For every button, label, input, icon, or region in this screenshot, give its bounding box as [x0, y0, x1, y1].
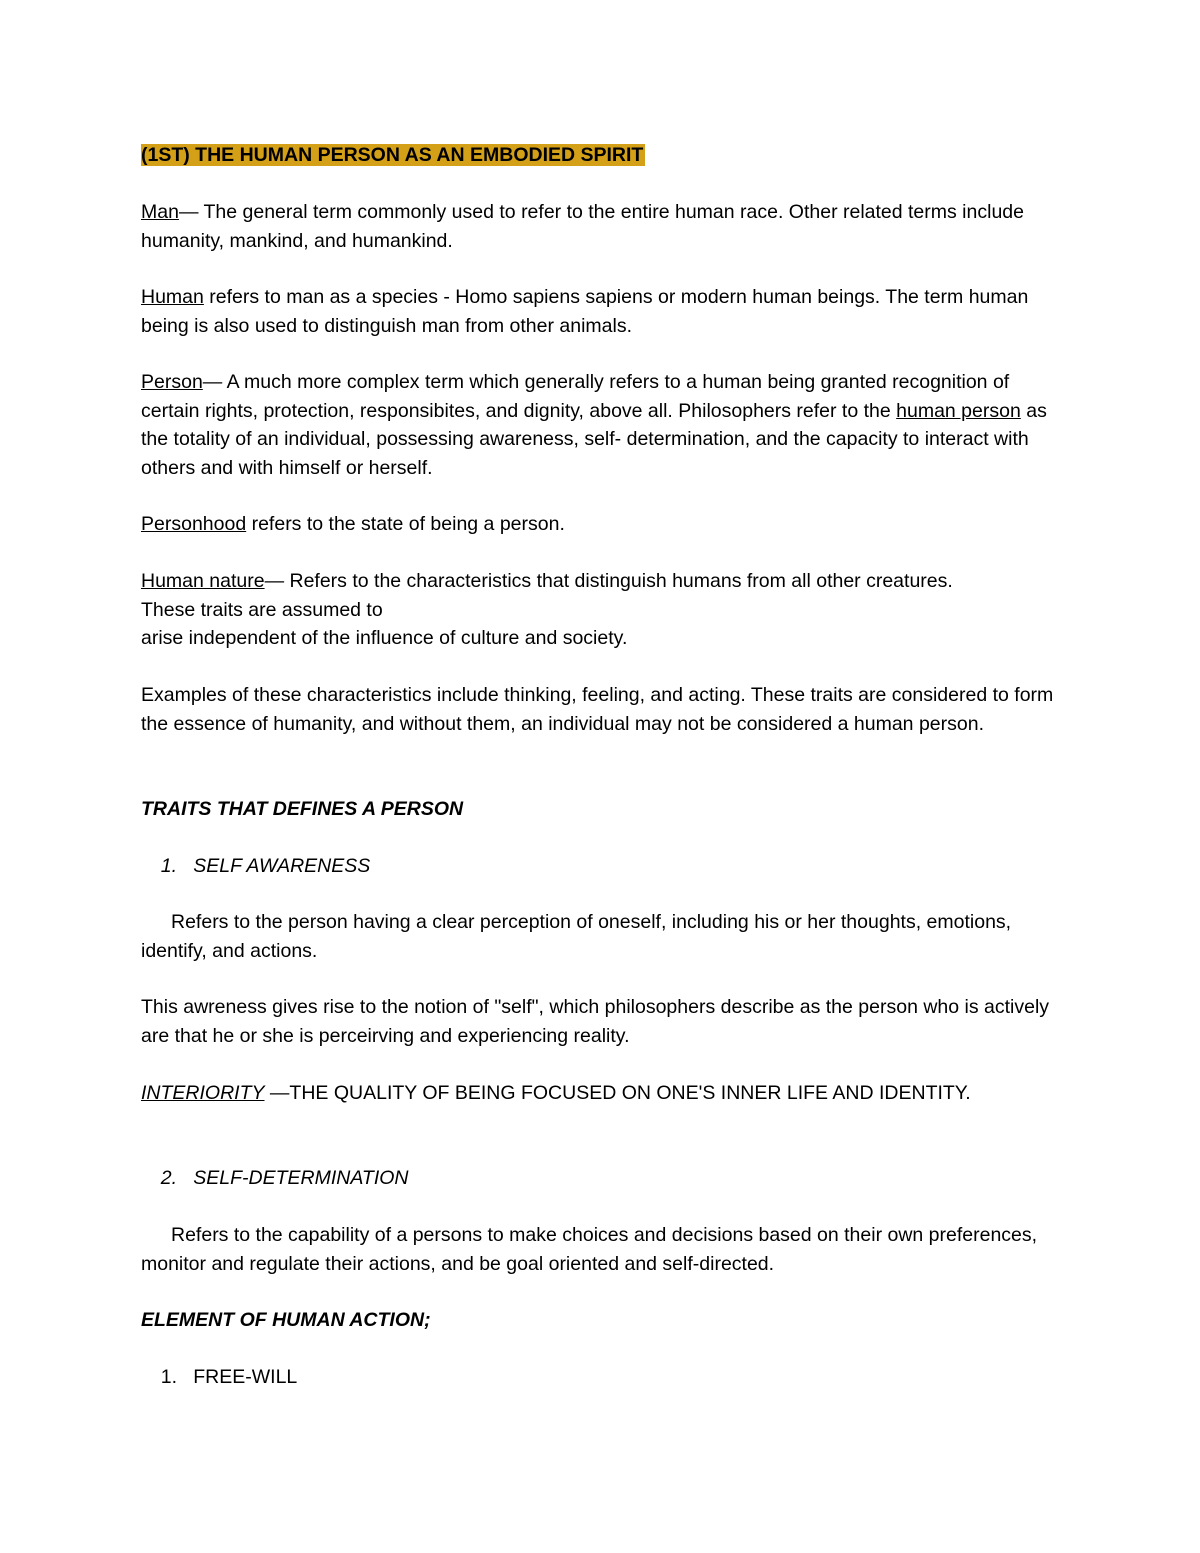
paragraph-examples: Examples of these characteristics include thinking, feeling, and acting. These traits are considered to form the essence of humanity, and without them, an individual may not be considered a human person. — [141, 684, 1054, 735]
paragraph-person — [141, 368, 1071, 482]
paragraph-personhood — [141, 510, 1071, 539]
paragraph-awareness: This awreness gives rise to the notion of "self", which philosophers describe as the person who is actively are that he or she is perceirving and experiencing reality. — [141, 996, 1050, 1047]
trait-2-description: Refers to the capability of a persons to make choices and decisions based on their own preferences, monitor and regulate their actions, and be goal oriented and self-directed. — [141, 1224, 1038, 1275]
term-human-person: human person — [896, 399, 1021, 422]
paragraph-human — [141, 283, 1071, 340]
definition-person-part2: as the totality of an individual, possessing awareness, self- determination, and the capacity to interact with others and with himself or herself. — [141, 399, 1047, 479]
paragraph-interiority — [141, 1079, 1071, 1108]
element-1-number: 1. — [160, 1366, 177, 1388]
element-heading: ELEMENT OF HUMAN ACTION; — [141, 1309, 431, 1331]
term-personhood: Personhood — [141, 513, 247, 535]
trait-1-item — [141, 852, 1071, 881]
definition-person-part1: — A much more complex term which generally refers to a human being granted recognition of certain rights, protection, responsibites, and dignity, above all. Philosophers refer to the — [141, 371, 1010, 422]
document-title: (1ST) THE HUMAN PERSON AS AN EMBODIED SPIRIT — [141, 144, 644, 166]
trait-2-item — [141, 1164, 1071, 1193]
trait-2-description-para — [141, 1221, 1071, 1278]
trait-1-label: SELF AWARENESS — [193, 855, 371, 877]
human-nature-line-3: arise independent of the influence of culture and society. — [141, 627, 628, 649]
document-title-line — [141, 141, 1071, 170]
definition-man: — The general term commonly used to refer to the entire human race. Other related terms include humanity, mankind, and humankind. — [141, 201, 1024, 252]
definition-human-nature-line-1: — Refers to the characteristics that distinguish humans from all other creatures. — [264, 570, 953, 592]
term-human-nature: Human nature — [141, 570, 265, 592]
term-human: Human — [141, 286, 204, 308]
trait-1-description: Refers to the person having a clear perception of oneself, including his or her thoughts, emotions, identify, and actions. — [141, 911, 1012, 962]
paragraph-human-nature — [141, 567, 1071, 653]
human-nature-line-2: These traits are assumed to — [141, 598, 383, 621]
term-person: Person — [141, 371, 203, 393]
trait-1-description-para — [141, 908, 1071, 965]
human-nature-line-1 — [141, 567, 1071, 596]
definition-interiority: —THE QUALITY OF BEING FOCUSED ON ONE'S INNER LIFE AND IDENTITY. — [264, 1082, 971, 1104]
traits-heading: TRAITS THAT DEFINES A PERSON — [141, 798, 464, 820]
element-1-label: FREE-WILL — [193, 1366, 298, 1388]
term-man: Man — [141, 201, 179, 223]
paragraph-man — [141, 198, 1071, 255]
trait-1-number: 1. — [160, 855, 177, 877]
definition-personhood: refers to the state of being a person. — [246, 513, 565, 535]
definition-human: refers to man as a species - Homo sapiens sapiens or modern human beings. The term human being is also used to distinguish man from other animals. — [141, 286, 1029, 337]
term-interiority: INTERIORITY — [141, 1082, 265, 1104]
element-1-item — [141, 1363, 1071, 1392]
trait-2-label: SELF-DETERMINATION — [193, 1167, 409, 1189]
trait-2-number: 2. — [160, 1167, 177, 1189]
